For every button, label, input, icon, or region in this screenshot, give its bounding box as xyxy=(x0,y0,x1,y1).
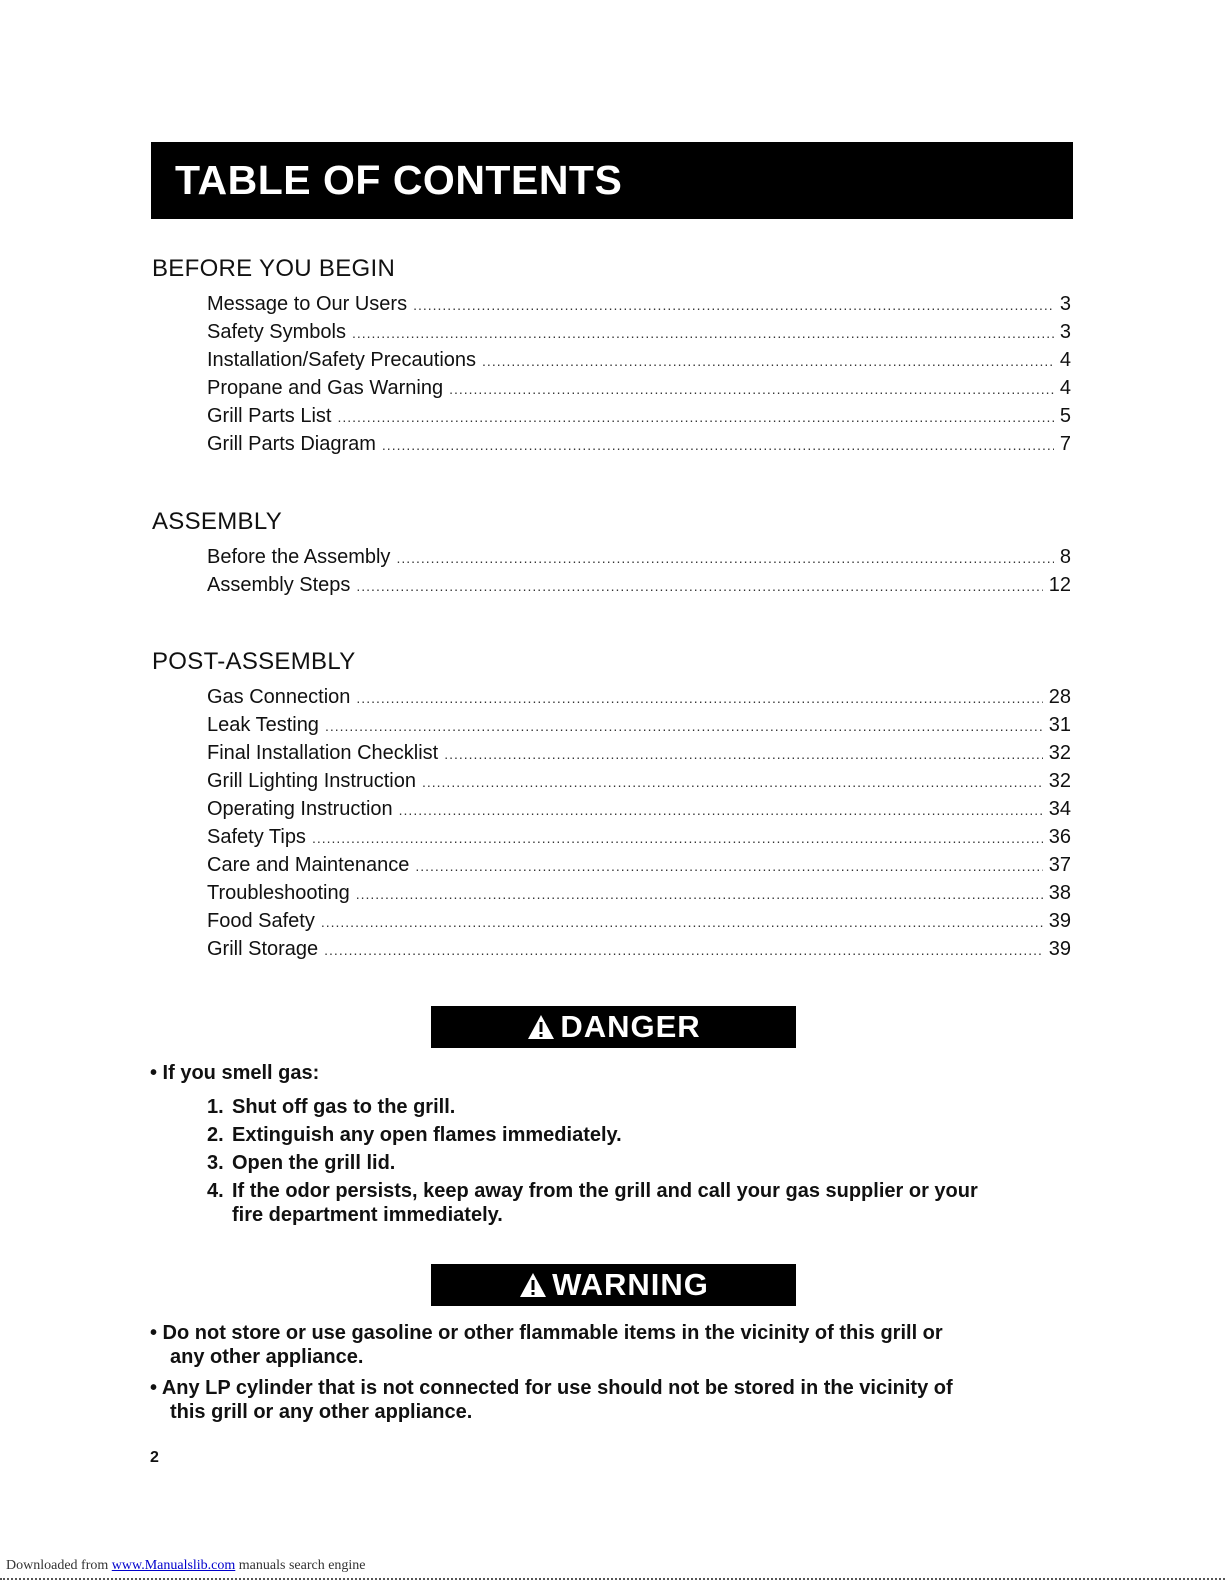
danger-step-continuation: fire department immediately. xyxy=(232,1204,503,1226)
toc-entry-page: 5 xyxy=(1059,405,1071,427)
dot-leader xyxy=(324,942,1043,958)
toc-entry-label: Operating Instruction xyxy=(207,798,393,820)
toc-entry-label: Final Installation Checklist xyxy=(207,742,439,764)
toc-entry-page: 37 xyxy=(1048,854,1071,876)
toc-entry[interactable] xyxy=(207,686,1071,714)
toc-entry-label: Installation/Safety Precautions xyxy=(207,349,477,371)
toc-entry-label: Care and Maintenance xyxy=(207,854,410,876)
step-text: Open the grill lid. xyxy=(232,1152,396,1174)
toc-entry-label: Food Safety xyxy=(207,910,315,932)
toc-entry[interactable] xyxy=(207,293,1071,321)
toc-entry[interactable] xyxy=(207,574,1071,602)
warning-bullet-continuation: this grill or any other appliance. xyxy=(170,1401,473,1423)
toc-entry-label: Safety Symbols xyxy=(207,321,346,343)
dot-leader xyxy=(352,325,1054,341)
warning-bullet: • Do not store or use gasoline or other flammable items in the vicinity of this grill or xyxy=(150,1322,943,1344)
dot-leader xyxy=(444,746,1043,762)
warning-bullet: • Any LP cylinder that is not connected for use should not be stored in the vicinity of xyxy=(150,1377,953,1399)
section-heading-post-assembly: POST-ASSEMBLY xyxy=(152,648,356,675)
page-title: TABLE OF CONTENTS xyxy=(151,142,1073,219)
toc-entry[interactable] xyxy=(207,433,1071,461)
toc-entry[interactable] xyxy=(207,910,1071,938)
section-heading-assembly: ASSEMBLY xyxy=(152,508,283,535)
toc-entry-page: 32 xyxy=(1048,742,1071,764)
toc-entry[interactable] xyxy=(207,546,1071,574)
toc-entry[interactable] xyxy=(207,321,1071,349)
toc-entry[interactable] xyxy=(207,826,1071,854)
toc-entry[interactable] xyxy=(207,770,1071,798)
warning-bullet-continuation: any other appliance. xyxy=(170,1346,364,1368)
dot-leader xyxy=(413,297,1054,313)
danger-step xyxy=(207,1179,978,1203)
footer-prefix: Downloaded from xyxy=(6,1558,112,1573)
dot-leader xyxy=(356,578,1042,594)
toc-entry-page: 7 xyxy=(1059,433,1071,455)
dot-leader xyxy=(422,774,1043,790)
dot-leader xyxy=(325,718,1043,734)
toc-entry-label: Assembly Steps xyxy=(207,574,351,596)
dot-leader xyxy=(356,690,1042,706)
toc-entry-page: 38 xyxy=(1048,882,1071,904)
toc-entry-page: 4 xyxy=(1059,377,1071,399)
page-number: 2 xyxy=(150,1449,159,1466)
danger-step xyxy=(207,1123,622,1147)
warning-triangle-icon xyxy=(526,1013,556,1041)
section-heading-before-you-begin: BEFORE YOU BEGIN xyxy=(152,255,396,282)
toc-entry-label: Grill Storage xyxy=(207,938,319,960)
footer-link[interactable]: www.Manualslib.com xyxy=(111,1558,236,1573)
toc-entry-page: 28 xyxy=(1048,686,1071,708)
warning-label: WARNING xyxy=(552,1267,709,1302)
step-number: 3. xyxy=(207,1152,224,1174)
toc-entry-page: 32 xyxy=(1048,770,1071,792)
step-number: 4. xyxy=(207,1180,224,1202)
toc-entry-page: 12 xyxy=(1048,574,1071,596)
toc-entry-page: 36 xyxy=(1048,826,1071,848)
toc-entry-label: Gas Connection xyxy=(207,686,351,708)
warning-triangle-icon xyxy=(518,1271,548,1299)
toc-entry-page: 8 xyxy=(1059,546,1071,568)
footer-suffix: manuals search engine xyxy=(235,1558,366,1573)
toc-entry-label: Grill Lighting Instruction xyxy=(207,770,416,792)
toc-entry[interactable] xyxy=(207,798,1071,826)
step-text: Shut off gas to the grill. xyxy=(232,1096,456,1118)
dot-leader xyxy=(415,858,1042,874)
toc-entry[interactable] xyxy=(207,882,1071,910)
toc-entry-page: 39 xyxy=(1048,938,1071,960)
dot-leader xyxy=(312,830,1043,846)
toc-entry-page: 3 xyxy=(1059,321,1071,343)
danger-step xyxy=(207,1095,455,1119)
footer xyxy=(6,1558,366,1574)
toc-entry-page: 3 xyxy=(1059,293,1071,315)
toc-entry-label: Grill Parts List xyxy=(207,405,332,427)
step-number: 2. xyxy=(207,1124,224,1146)
toc-entry[interactable] xyxy=(207,377,1071,405)
toc-entry-label: Troubleshooting xyxy=(207,882,350,904)
danger-intro: • If you smell gas: xyxy=(150,1062,320,1084)
toc-entry-label: Propane and Gas Warning xyxy=(207,377,444,399)
toc-entry-label: Message to Our Users xyxy=(207,293,408,315)
danger-label: DANGER xyxy=(560,1009,701,1044)
dot-leader xyxy=(399,802,1043,818)
dot-leader xyxy=(337,409,1053,425)
danger-step xyxy=(207,1151,395,1175)
toc-entry-label: Safety Tips xyxy=(207,826,306,848)
toc-entry[interactable] xyxy=(207,938,1071,966)
toc-entry-label: Leak Testing xyxy=(207,714,319,736)
dot-leader xyxy=(396,550,1053,566)
toc-entry[interactable] xyxy=(207,405,1071,433)
danger-banner xyxy=(431,1006,796,1048)
toc-entry[interactable] xyxy=(207,742,1071,770)
step-number: 1. xyxy=(207,1096,224,1118)
dot-leader xyxy=(356,886,1043,902)
dot-leader xyxy=(449,381,1054,397)
toc-entry[interactable] xyxy=(207,854,1071,882)
toc-entry-label: Before the Assembly xyxy=(207,546,391,568)
toc-entry-page: 39 xyxy=(1048,910,1071,932)
toc-entry-label: Grill Parts Diagram xyxy=(207,433,376,455)
toc-entry[interactable] xyxy=(207,714,1071,742)
toc-entry-page: 34 xyxy=(1048,798,1071,820)
footer-divider xyxy=(0,1578,1225,1580)
step-text: Extinguish any open flames immediately. xyxy=(232,1124,622,1146)
toc-entry-page: 31 xyxy=(1048,714,1071,736)
warning-banner xyxy=(431,1264,796,1306)
dot-leader xyxy=(382,437,1054,453)
step-text: If the odor persists, keep away from the grill and call your gas supplier or your xyxy=(232,1180,978,1202)
toc-entry[interactable] xyxy=(207,349,1071,377)
dot-leader xyxy=(482,353,1054,369)
dot-leader xyxy=(321,914,1043,930)
toc-entry-page: 4 xyxy=(1059,349,1071,371)
